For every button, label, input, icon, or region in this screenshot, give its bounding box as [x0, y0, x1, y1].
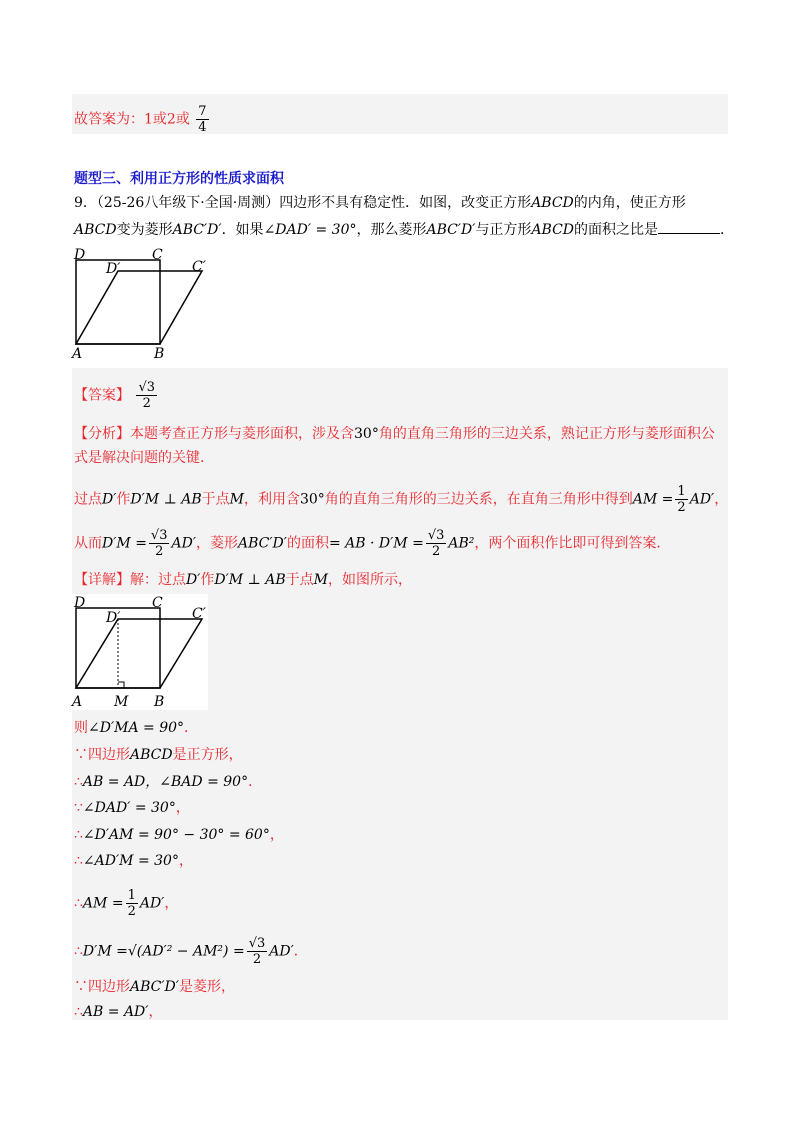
step-dm	[74, 936, 308, 967]
step-5	[74, 825, 284, 845]
question-text: 与正方形	[475, 222, 532, 238]
math-angle-condition: ∠DAD′ = 30°	[263, 222, 357, 238]
question-line-1	[74, 193, 686, 213]
question-text: ，那么菱形	[356, 222, 427, 238]
step-math: AB = AD′	[82, 1004, 149, 1020]
step-2	[74, 745, 243, 765]
math-d-prime: D′	[102, 491, 117, 508]
math-m: M	[313, 572, 328, 588]
fraction-numerator: √3	[248, 936, 266, 951]
label-c-prime: C′	[192, 606, 206, 622]
detail-text: ，如图所示，	[327, 572, 412, 588]
question-number: 9．	[74, 195, 97, 211]
half-fraction	[675, 484, 687, 515]
step-prefix: ∵四边形	[74, 979, 130, 995]
step-suffix: ．	[184, 720, 199, 736]
question-text: 的面积之比是	[574, 222, 659, 238]
label-a: A	[72, 346, 83, 362]
math-perpendicular: D′M ⊥ AB	[130, 491, 202, 508]
step-prefix: ∴	[74, 1004, 83, 1020]
math-abcd: ABCD	[531, 222, 575, 238]
step-suffix: ，	[175, 800, 190, 816]
math-rhombus: ABC′D′	[172, 222, 222, 238]
label-b: B	[154, 694, 165, 710]
step-math: D′M =	[82, 943, 128, 960]
fraction-numerator: √3	[138, 380, 156, 395]
fraction-numerator: 1	[677, 484, 686, 499]
label-a: A	[72, 694, 83, 710]
question-text: ．如果	[221, 222, 264, 238]
step-math: ABC′D′	[130, 979, 179, 995]
sqrt3-half-fraction	[426, 528, 447, 559]
analysis-text: 过点	[74, 491, 102, 508]
analysis-text: ，菱形	[196, 535, 238, 552]
analysis-text: 作	[116, 491, 131, 508]
math-ad-prime: AD′	[171, 535, 196, 552]
step-prefix: 则	[74, 720, 88, 736]
step-suffix: ，	[178, 853, 193, 869]
right-angle-mark	[118, 682, 124, 688]
step-prefix: ∴	[74, 853, 83, 869]
step-math: AD′	[269, 943, 294, 960]
step-last	[74, 1002, 162, 1022]
label-d: D	[74, 247, 86, 263]
math-30-degrees: 30°	[299, 491, 325, 508]
math-ad-prime: AD′	[689, 491, 715, 508]
question-source: （25-26八年级下·全国·周测）	[96, 195, 280, 211]
math-area-expression: = AB · D′M =	[328, 535, 424, 552]
previous-answer-line	[74, 104, 211, 135]
detail-line-1	[74, 570, 412, 590]
question-text: 四边形不具有稳定性．如图，改变正方形	[279, 195, 532, 211]
step-suffix: 是正方形，	[172, 747, 243, 763]
detail-label: 【详解】	[74, 572, 130, 588]
analysis-text: 角的直角三角形的三边关系，在直角三角形中得到	[324, 491, 633, 508]
math-30-degrees: 30°	[354, 426, 379, 442]
math-ab-squared: AB²	[448, 535, 475, 552]
step-6	[74, 851, 193, 871]
step-prefix: ∴	[74, 895, 83, 912]
figure-square-rhombus	[70, 244, 220, 362]
step-prefix: ∴	[74, 827, 83, 843]
analysis-text: 于点	[201, 491, 230, 508]
step-prefix: ∴	[74, 774, 83, 790]
question-text: 变为菱形	[116, 222, 173, 238]
analysis-label: 【分析】	[74, 426, 130, 442]
step-suffix: ，	[269, 827, 284, 843]
fraction-denominator: 2	[127, 904, 136, 919]
label-d-prime: D′	[106, 261, 121, 277]
figure-with-perpendicular	[70, 594, 210, 710]
detail-text: 作	[200, 572, 215, 588]
math-dm: D′M =	[102, 535, 147, 552]
step-prefix: ∴	[74, 943, 83, 960]
math-abcd: ABCD	[74, 222, 117, 238]
step-am	[74, 888, 178, 919]
analysis-text: ，利用含	[243, 491, 300, 508]
math-perpendicular: D′M ⊥ AB	[214, 572, 286, 588]
fraction-denominator: 2	[155, 544, 164, 559]
rhombus-abcpdp	[76, 271, 202, 344]
fraction-denominator: 4	[198, 120, 207, 135]
analysis-text: 从而	[74, 535, 102, 552]
label-d: D	[74, 595, 86, 611]
answer-fraction	[136, 380, 157, 411]
step-math: ∠AD′M = 30°	[82, 853, 179, 869]
question-line-2	[74, 219, 734, 240]
fraction-numerator: 1	[127, 888, 136, 903]
fraction-denominator: 2	[252, 952, 262, 967]
step-suffix: ，	[164, 895, 179, 912]
step-suffix: 是菱形，	[178, 979, 235, 995]
fraction-numerator: √3	[427, 528, 445, 543]
step-prefix: ∵四边形	[74, 747, 130, 763]
math-rhombus: ABC′D′	[426, 222, 476, 238]
sqrt3-half-fraction	[149, 528, 170, 559]
analysis-text: 的面积	[286, 535, 329, 552]
analysis-text: 本题考查正方形与菱形面积，涉及含	[130, 426, 354, 442]
question-text: 的内角，使正方形	[573, 195, 686, 211]
answer-label: 【答案】	[74, 387, 130, 404]
step-math: ∠D′AM = 90° − 30° = 60°	[82, 827, 270, 843]
step-math-sqrt: √(AD′² − AM²) =	[127, 943, 245, 960]
analysis-line-4	[74, 528, 670, 559]
answer-blank	[658, 219, 720, 234]
math-m: M	[229, 491, 244, 508]
previous-answer-text: 故答案为：1或2或	[74, 111, 190, 128]
math-am: AM =	[632, 491, 674, 508]
answer-line	[74, 380, 159, 411]
label-c-prime: C′	[192, 259, 206, 275]
label-b: B	[154, 346, 165, 362]
math-rhombus: ABC′D′	[238, 535, 287, 552]
step-math: AM =	[82, 895, 124, 912]
fraction-denominator: 2	[142, 396, 151, 411]
question-text: ．	[720, 222, 735, 238]
math-d-prime: D′	[186, 572, 201, 588]
analysis-text: ，两个面积作比即可得到答案．	[474, 535, 671, 552]
step-math: AB = AD，∠BAD = 90°	[82, 774, 249, 790]
step-math: ∠DAD′ = 30°	[82, 800, 176, 816]
analysis-line-3	[74, 484, 728, 515]
sqrt3-half-fraction	[247, 936, 268, 967]
analysis-text: ，	[714, 491, 729, 508]
detail-text: 于点	[285, 572, 314, 588]
step-math: ABCD	[130, 747, 173, 763]
step-3	[74, 772, 262, 792]
math-abcd: ABCD	[531, 195, 574, 211]
fraction-numerator: √3	[150, 528, 168, 543]
step-1	[74, 718, 198, 738]
label-m: M	[114, 694, 129, 710]
step-suffix: ．	[248, 774, 263, 790]
rhombus-abcpdp	[76, 619, 202, 688]
step-prefix: ∵	[74, 800, 83, 816]
analysis-line-2	[74, 448, 214, 468]
label-c: C	[152, 247, 163, 263]
fraction-seven-fourths	[196, 104, 208, 135]
detail-text: 解：过点	[130, 572, 186, 588]
step-math: ∠D′MA = 90°	[88, 720, 185, 736]
label-c: C	[152, 595, 163, 611]
step-rhombus	[74, 977, 235, 997]
analysis-text: 角的直角三角形的三边关系，熟记正方形与菱形面积公	[378, 426, 715, 442]
step-suffix: ，	[148, 1004, 163, 1020]
fraction-denominator: 2	[431, 544, 441, 559]
analysis-text: 式是解决问题的关键．	[74, 450, 214, 466]
half-fraction	[126, 888, 138, 919]
step-suffix: ．	[293, 943, 308, 960]
fraction-numerator: 7	[198, 104, 207, 119]
analysis-line-1	[74, 424, 715, 444]
step-4	[74, 798, 190, 818]
section-title: 题型三、利用正方形的性质求面积	[74, 171, 284, 187]
fraction-denominator: 2	[677, 500, 686, 515]
label-d-prime: D′	[106, 610, 121, 626]
step-math: AD′	[139, 895, 165, 912]
